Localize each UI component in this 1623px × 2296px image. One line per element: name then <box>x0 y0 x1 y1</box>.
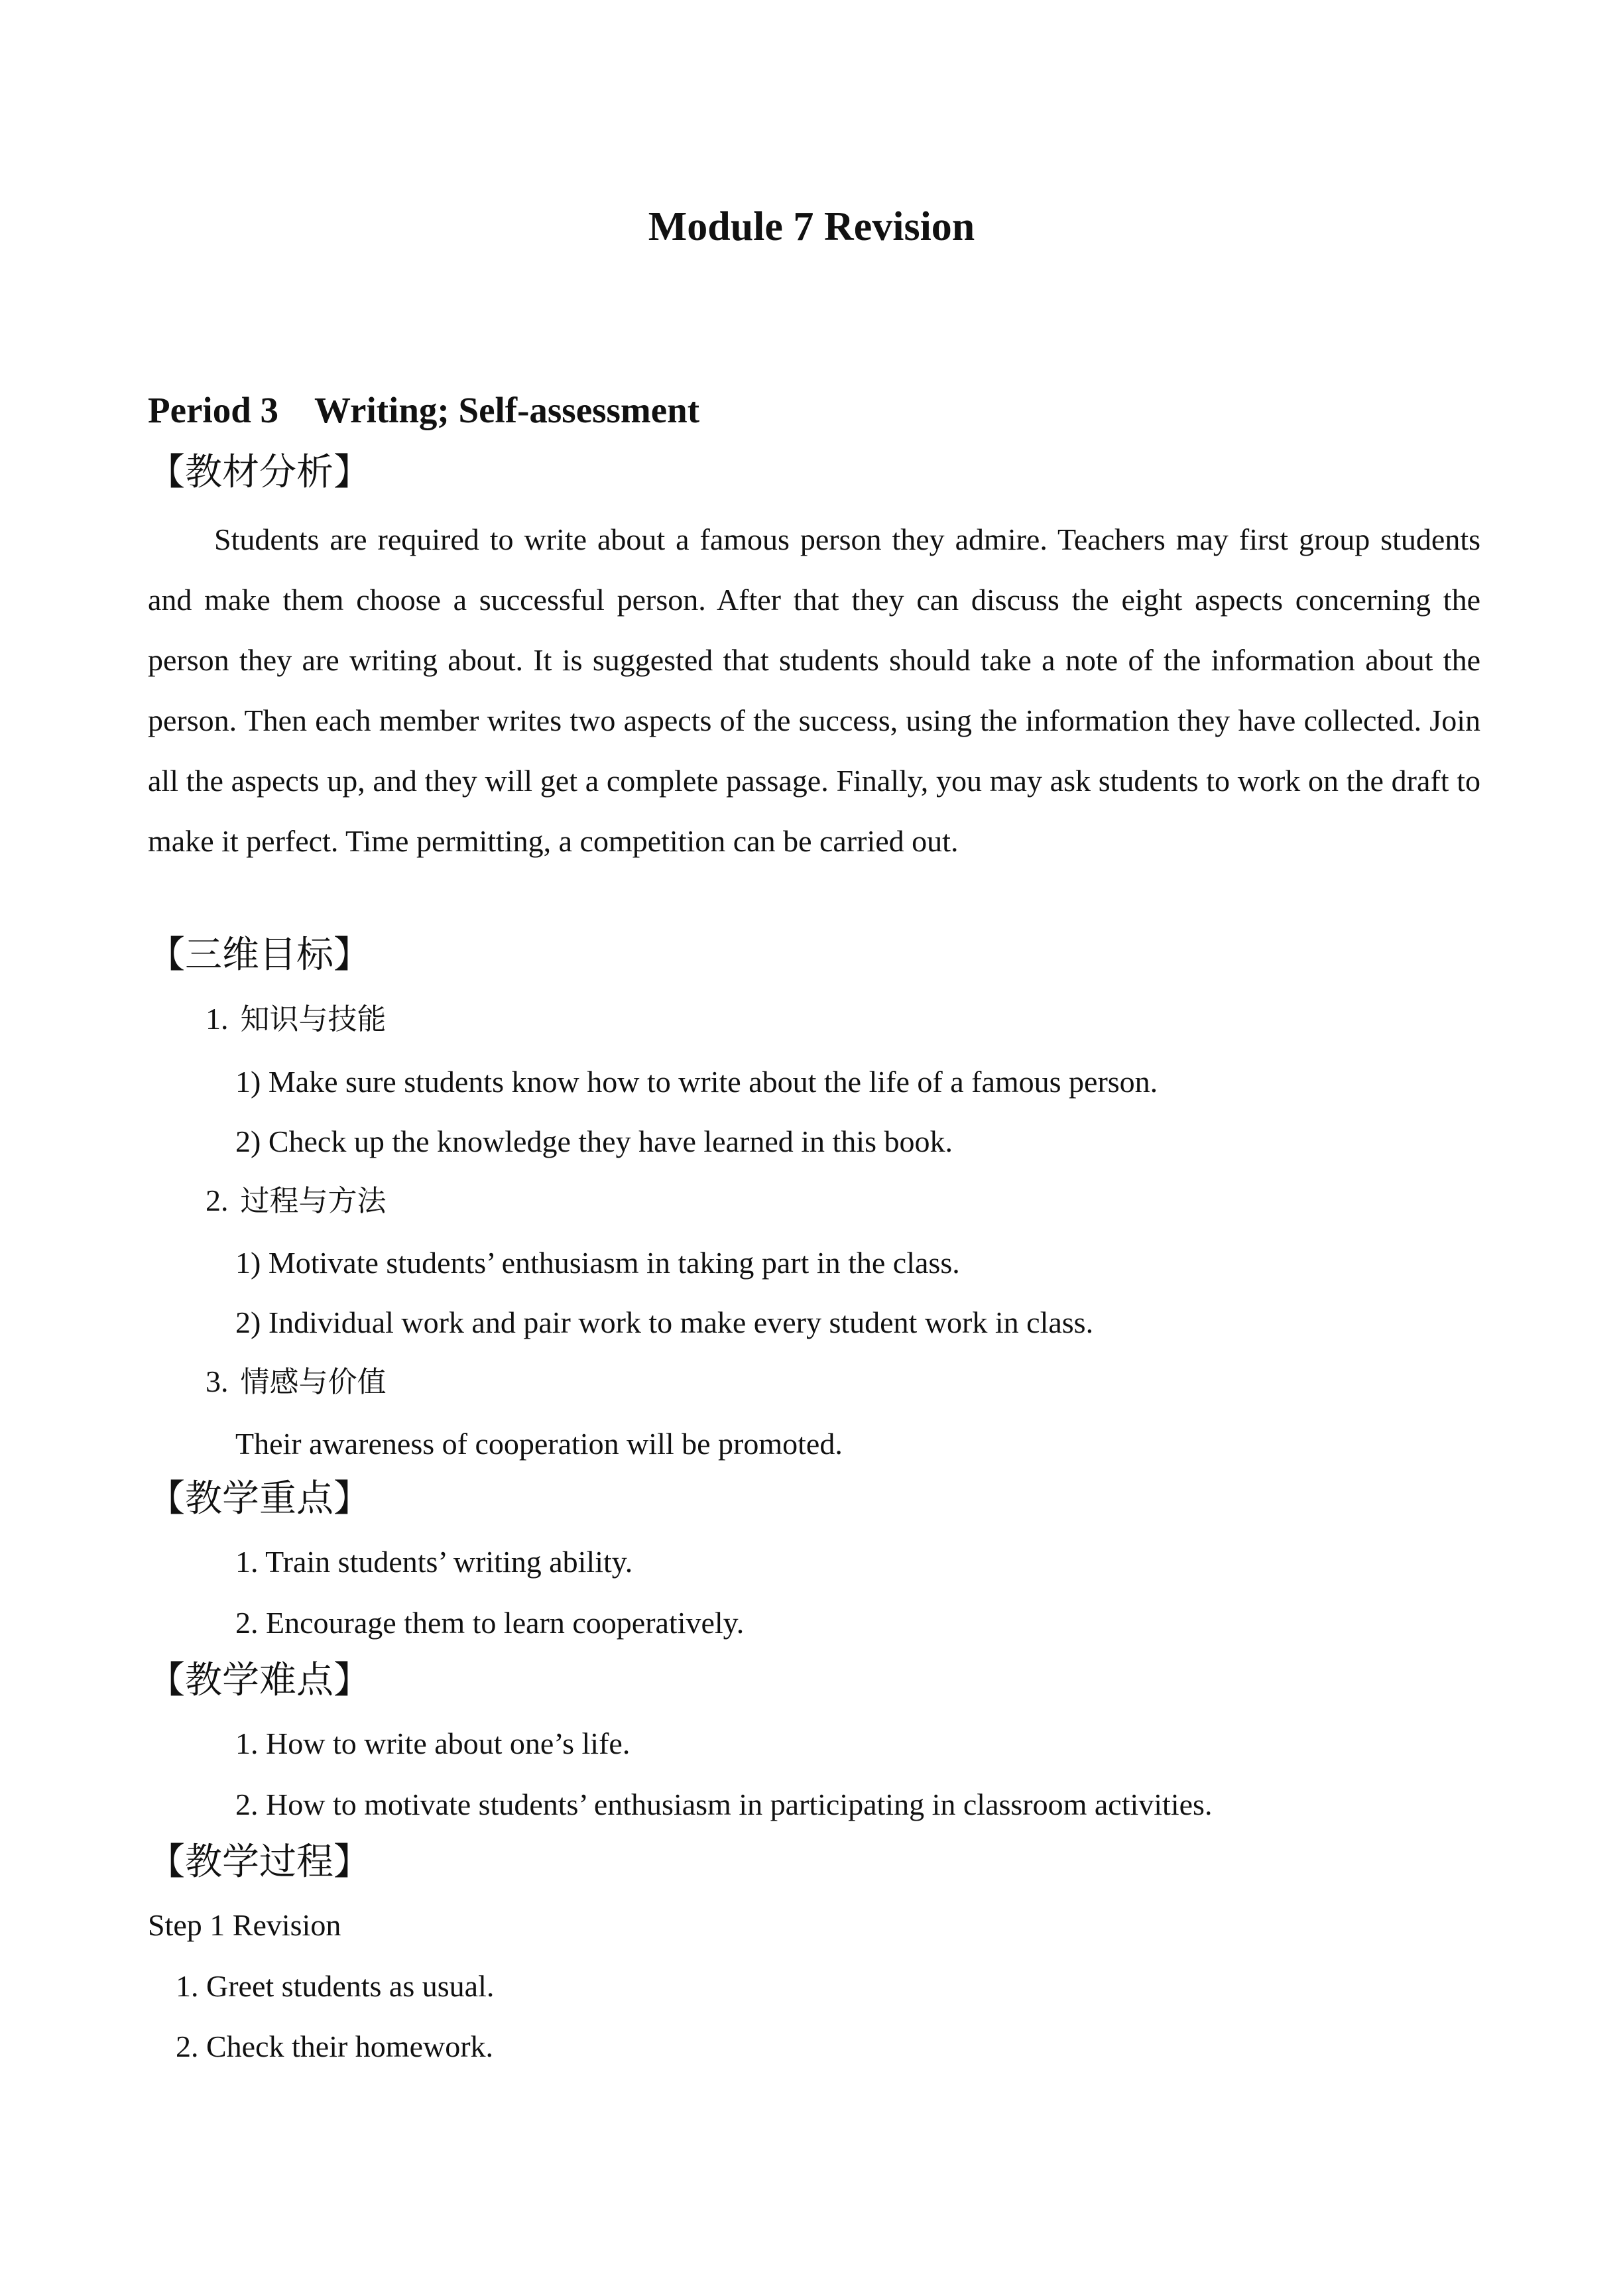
key-point-item: 2. Encourage them to learn cooperatively. <box>235 1606 745 1640</box>
objective-number: 3. <box>206 1364 229 1398</box>
process-item: 2. Check their homework. <box>176 2029 494 2063</box>
section-heading-difficulties: 【教学难点】 <box>148 1659 371 1702</box>
objective-line: Their awareness of cooperation will be promoted. <box>235 1427 843 1461</box>
section-heading-objectives: 【三维目标】 <box>148 934 371 977</box>
objective-line: 2) Individual work and pair work to make every student work in class. <box>235 1305 1094 1339</box>
process-step: Step 1 Revision <box>148 1908 341 1942</box>
period-heading: Period 3 Writing; Self-assessment <box>148 390 700 430</box>
objective-line: 1) Motivate students’ enthusiasm in taking part in the class. <box>235 1246 960 1280</box>
document-title: Module 7 Revision <box>648 204 975 249</box>
section-heading-process: 【教学过程】 <box>148 1841 371 1884</box>
objective-label: 过程与方法 <box>240 1184 387 1218</box>
objective-number: 2. <box>206 1183 229 1217</box>
objective-heading-1 <box>206 999 387 1040</box>
difficulty-item: 1. How to write about one’s life. <box>235 1726 631 1760</box>
analysis-paragraph: Students are required to write about a famous person they admire. Teachers may first group students and make them choose a successful person. After that they can discuss the eight aspects concerning the person they are writing about. It is suggested that students should take a note of the information about the person. Then each member writes two aspects of the success, using the information they have collected. Join all the aspects up, and they will get a complete passage. Finally, you may ask students to work on the draft to make it perfect. Time permitting, a competition can be carried out. <box>148 522 1480 858</box>
objective-line: 2) Check up the knowledge they have learned in this book. <box>235 1124 953 1158</box>
difficulty-item: 2. How to motivate students’ enthusiasm in participating in classroom activities. <box>235 1787 1213 1821</box>
key-point-item: 1. Train students’ writing ability. <box>235 1545 633 1579</box>
objective-label: 知识与技能 <box>240 1002 387 1036</box>
objective-heading-3 <box>206 1362 387 1402</box>
section-heading-analysis: 【教材分析】 <box>148 451 371 494</box>
section-heading-key-points: 【教学重点】 <box>148 1477 371 1520</box>
objective-line: 1) Make sure students know how to write about the life of a famous person. <box>235 1065 1158 1099</box>
objective-number: 1. <box>206 1002 229 1036</box>
objective-label: 情感与价值 <box>240 1365 387 1399</box>
objective-heading-2 <box>206 1181 387 1221</box>
process-item: 1. Greet students as usual. <box>176 1969 495 2003</box>
